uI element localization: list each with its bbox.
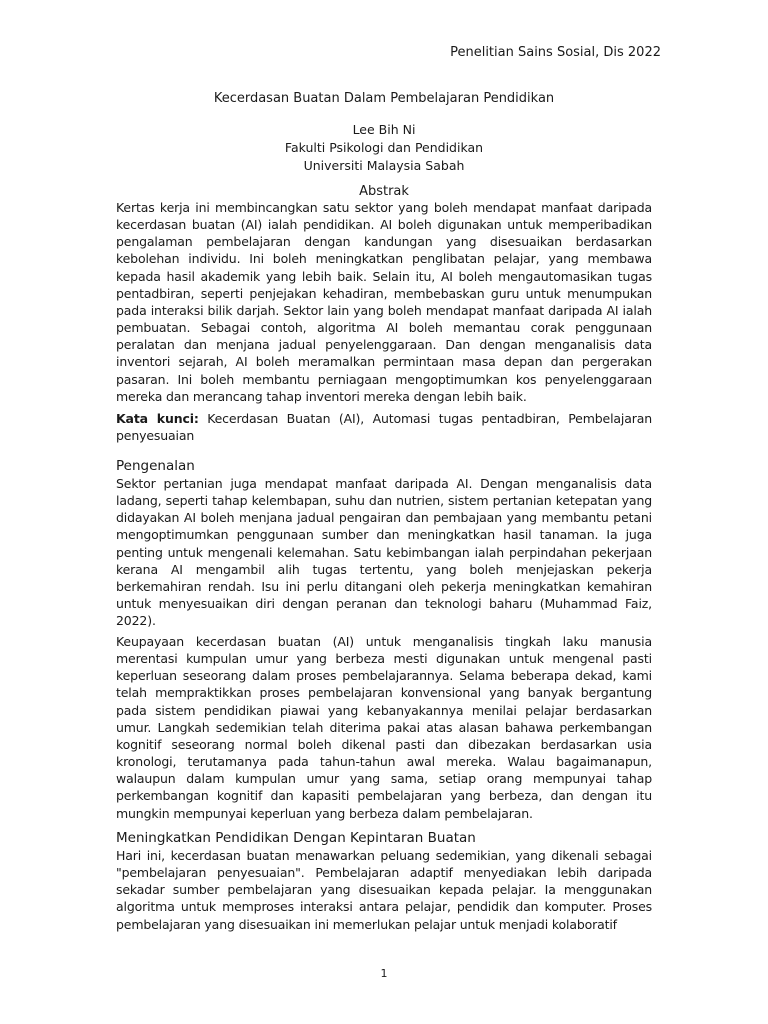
introduction-text-1: Sektor pertanian juga mendapat manfaat daripada AI. Dengan menganalisis data ladang, seperti tahap kelembapan, suhu dan nutrien, sistem pertanian ketepatan yang didayakan AI boleh menjana jadual pengairan dan pembajaan yang membantu petani mengoptimumkan penggunaan sumber dan meningkatkan hasil tanaman. Ia juga penting untuk mengenali kelemahan. Satu kebimbangan ialah perpindahan pekerjaan kerana AI mengambil alih tugas tertentu, yang boleh menjejaskan pekerja berkemahiran rendah. Isu ini perlu ditangani oleh pekerja meningkatkan kemahiran untuk menyesuaikan diri dengan peranan dan teknologi baharu (Muhammad Faiz, 2022).: [116, 476, 652, 629]
introduction-text-2: Keupayaan kecerdasan buatan (AI) untuk menganalisis tingkah laku manusia merentasi kumpulan umur yang berbeza mesti digunakan untuk mengenal pasti keperluan seseorang dalam proses pembelajarannya. Selama beberapa dekad, kami telah mempraktikkan proses pembelajaran konvensional yang banyak bergantung pada sistem pendidikan piawai yang kebanyakannya menilai pelajar berdasarkan umur. Langkah sedemikian telah diterima pakai atas alasan bahawa perkembangan kognitif seseorang normal boleh dikenal pasti dan dibezakan berdasarkan usia kronologi, terutamanya pada tahun-tahun awal mereka. Walau bagaimanapun, walaupun dalam kumpulan umur yang sama, setiap orang mempunyai tahap perkembangan kognitif dan kapasiti pembelajaran yang berbeza, dan dengan itu mungkin mempunyai keperluan yang berbeza dalam pembelajaran.: [116, 634, 652, 821]
section-2-text-1: Hari ini, kecerdasan buatan menawarkan peluang sedemikian, yang dikenali sebagai "pembelajaran penyesuaian". Pembelajaran adaptif menyediakan lebih daripada sekadar sumber pembelajaran yang disesuaikan kepada pelajar. Ia menggunakan algoritma untuk memproses interaksi antara pelajar, pendidik dan komputer. Proses pembelajaran yang disesuaikan ini memerlukan pelajar untuk menjadi kolaboratif: [116, 848, 652, 932]
section-2-paragraph-1: [116, 847, 652, 933]
author-block: [0, 121, 768, 175]
keywords-label: Kata kunci:: [116, 411, 199, 426]
abstract-body: [116, 199, 652, 405]
keywords-text: Kecerdasan Buatan (AI), Automasi tugas pentadbiran, Pembelajaran penyesuaian: [116, 411, 653, 444]
page-number: 1: [380, 967, 388, 980]
author-name: Lee Bih Ni: [352, 122, 416, 137]
paper-title: Kecerdasan Buatan Dalam Pembelajaran Pendidikan: [213, 91, 555, 106]
introduction-paragraph-1: [116, 475, 652, 629]
section-2-heading: Meningkatkan Pendidikan Dengan Kepintaran Buatan: [116, 830, 476, 846]
introduction-paragraph-2: [116, 633, 652, 822]
running-header: Penelitian Sains Sosial, Dis 2022: [450, 45, 661, 60]
keywords-line: [116, 410, 652, 444]
abstract-heading: Abstrak: [359, 184, 409, 199]
author-faculty: Fakulti Psikologi dan Pendidikan: [284, 140, 484, 155]
keywords-section: [116, 410, 652, 444]
author-university: Universiti Malaysia Sabah: [303, 158, 465, 173]
introduction-heading: Pengenalan: [116, 458, 195, 474]
abstract-text: Kertas kerja ini membincangkan satu sektor yang boleh mendapat manfaat daripada kecerdasan buatan (AI) ialah pendidikan. AI boleh digunakan untuk memperibadikan pengalaman pembelajaran dengan kandungan yang disesuaikan berdasarkan kebolehan individu. Ini boleh meningkatkan penglibatan pelajar, yang membawa kepada hasil akademik yang lebih baik. Selain itu, AI boleh mengautomasikan tugas pentadbiran, seperti penjejakan kehadiran, membebaskan guru untuk menumpukan pada interaksi bilik darjah. Sektor lain yang boleh mendapat manfaat daripada AI ialah pembuatan. Sebagai contoh, algoritma AI boleh memantau corak penggunaan peralatan dan menjana jadual penyelenggaraan. Dan dengan menganalisis data inventori sejarah, AI boleh meramalkan permintaan masa depan dan pergerakan pasaran. Ini boleh membantu perniagaan mengoptimumkan kos penyelenggaraan mereka dan merancang tahap inventori mereka dengan lebih baik.: [116, 200, 652, 404]
